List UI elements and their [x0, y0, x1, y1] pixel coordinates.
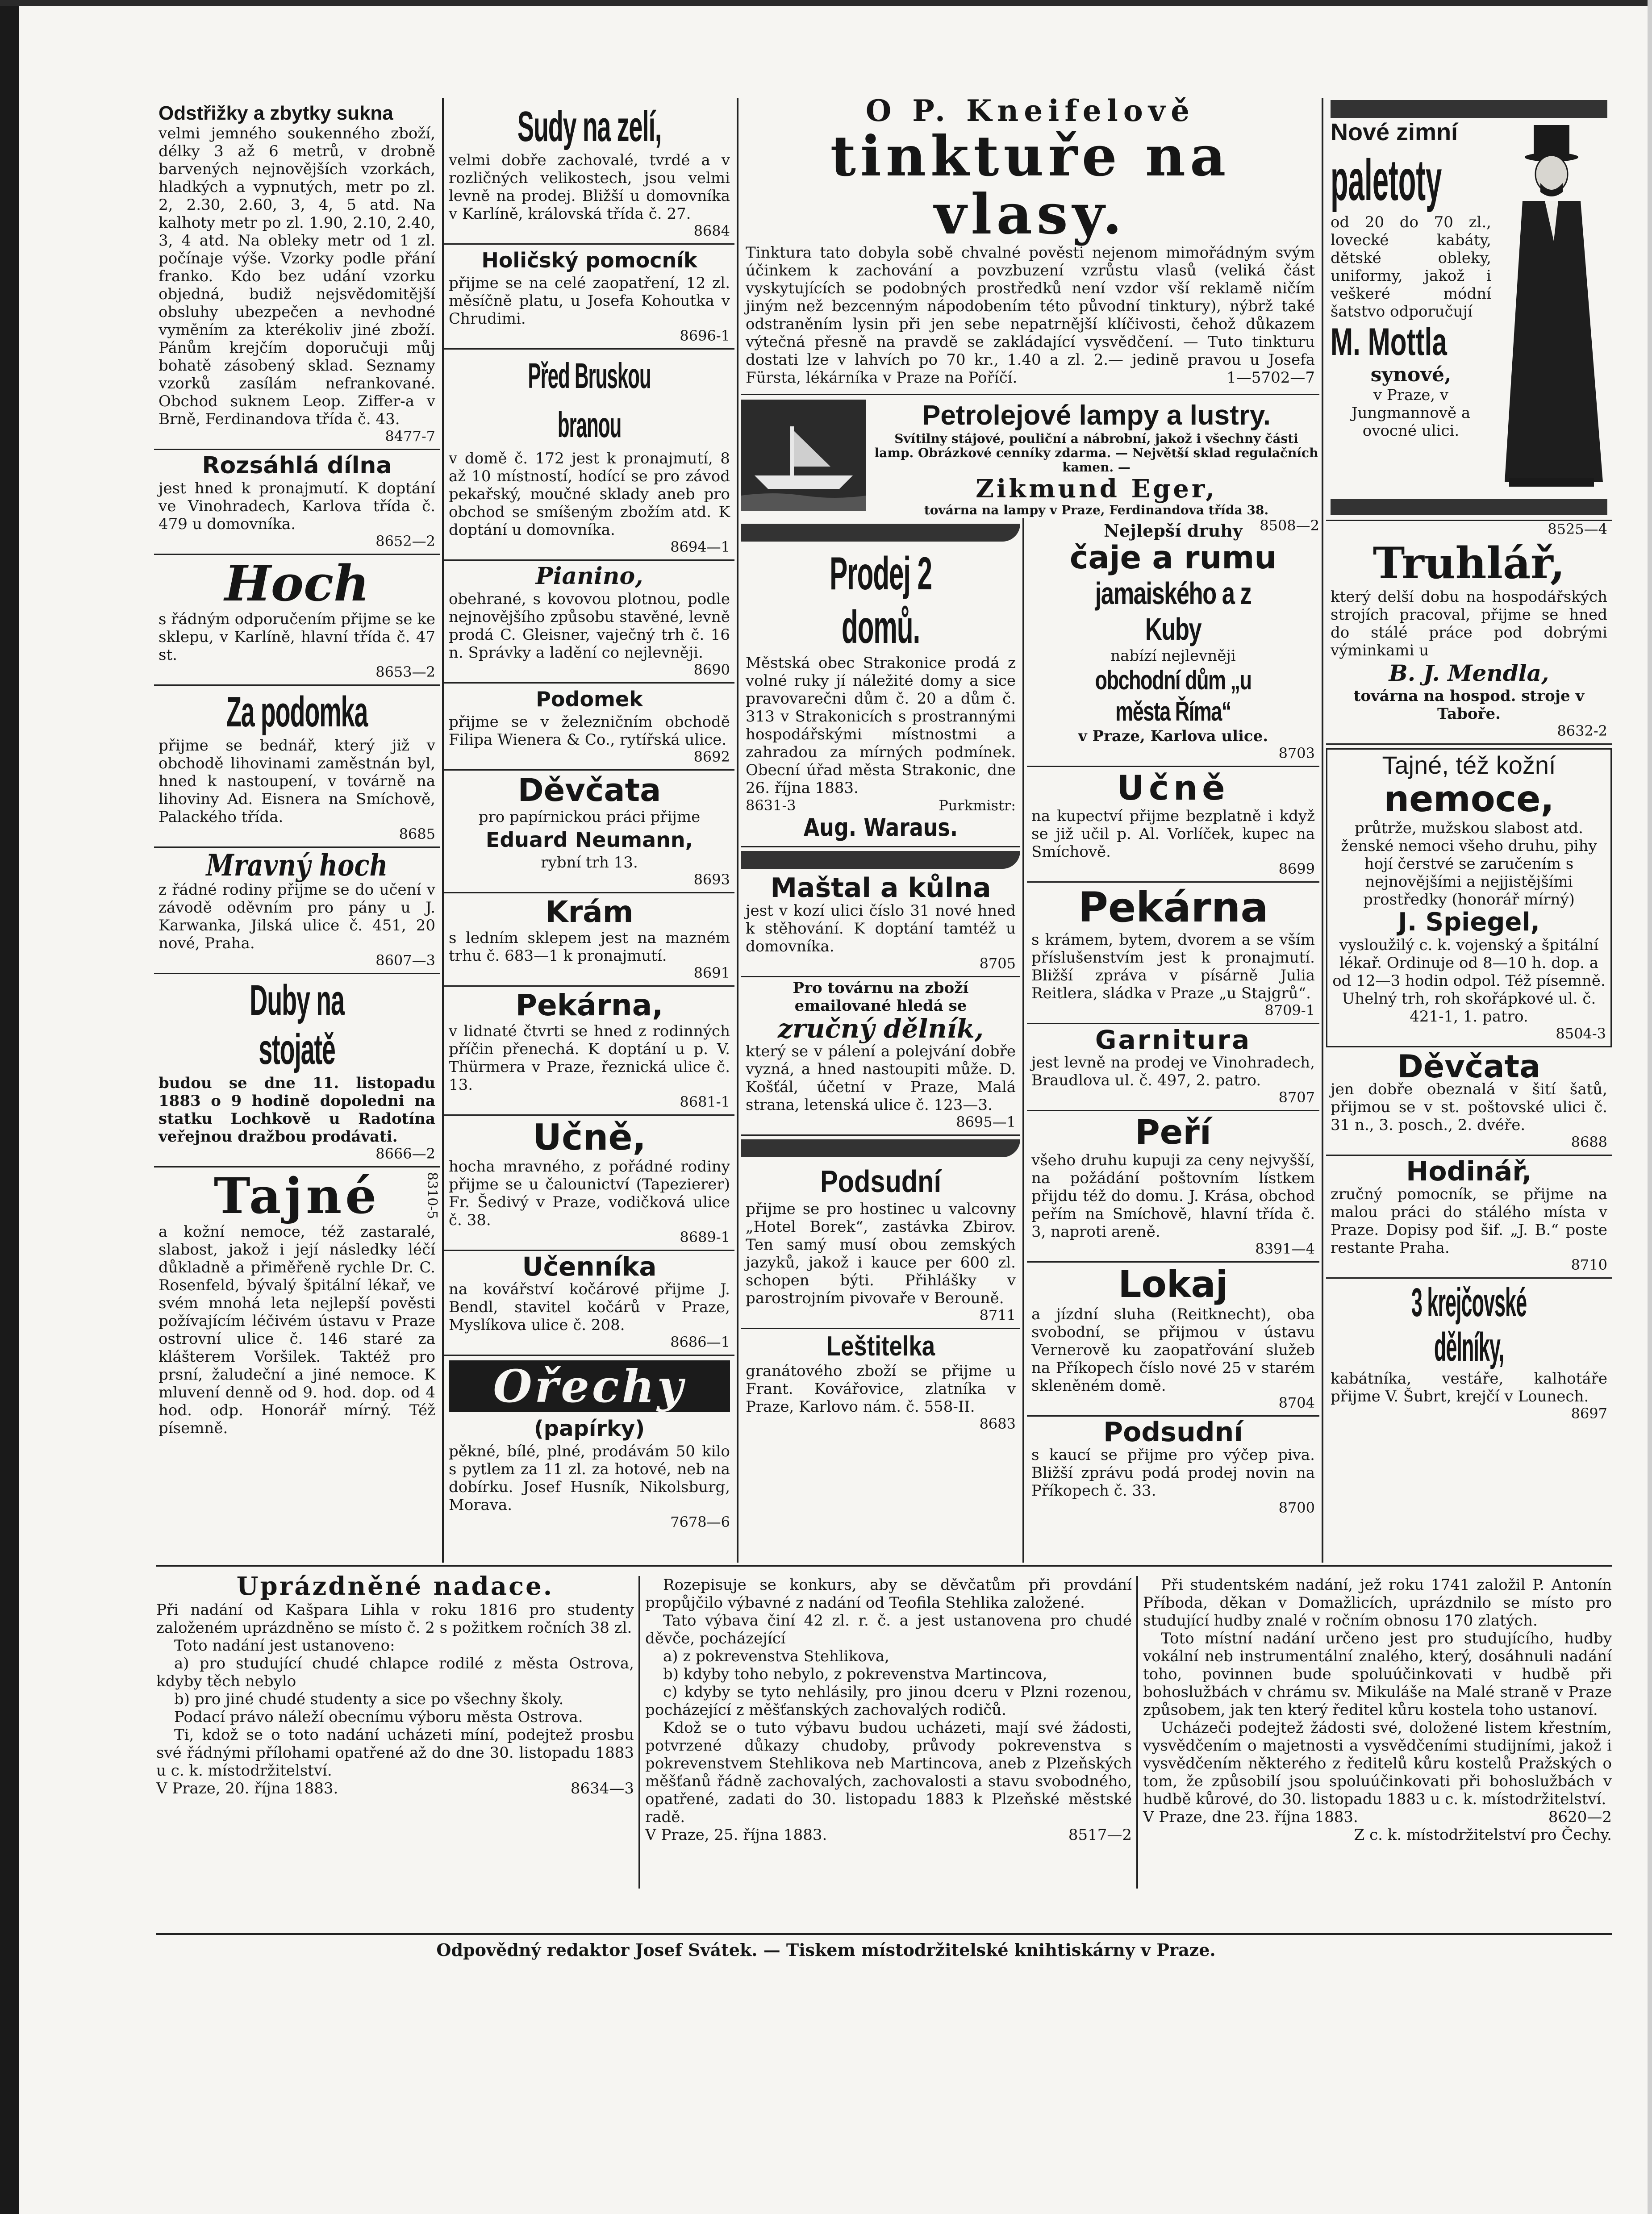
ad-ref: 8686—1	[670, 1334, 730, 1351]
ad-title: Učenníka	[522, 1251, 657, 1282]
ad-body: přijme se v železničním obchodě Filipa Wienera & Co., rytířská ulice.	[449, 713, 730, 749]
ad-body: všeho druhu kupuji za ceny nejvyšší, na požádání poštovním lístkem přijdu též do domu. J. Krása, obchod peřím na Smíchově, hlavní třída č. 3, naproti areně.	[1031, 1151, 1315, 1241]
ad-subtitle: synové,	[1370, 363, 1452, 386]
ad-title: Pekárna,	[515, 988, 663, 1022]
nadace-paragraph: b) kdyby toho nebylo, z pokrevenstva Martincova,	[663, 1665, 1047, 1683]
ad-ucne	[444, 1116, 734, 1251]
ad-title: Podsudní	[820, 1164, 942, 1199]
ad-peri	[1027, 1111, 1319, 1263]
ad-title: Garnitura	[1095, 1025, 1252, 1055]
ad-podomek	[154, 686, 440, 848]
ad-pre: Nové zimní	[1331, 119, 1458, 146]
ad-body: jest v kozí ulici číslo 31 nové hned k stěhování. K doptání tamtéž u domovníka.	[746, 902, 1016, 955]
ad-title: Rozsáhlá dílna	[202, 452, 392, 479]
ad-ref: 8697	[1571, 1405, 1607, 1422]
ad-body: který se v pálení a polejvání dobře vyzná, a hned nastoupiti může. D. Košťál, účetní v Praze, Malá strana, letenská ulice č. 123—3.	[746, 1042, 1016, 1114]
scan-edge-left	[0, 0, 19, 2214]
ad-body: obehrané, s kovovou plotnou, podle nejnovějšího způsobu stavěné, levně prodá C. Gleisner, vaječný trh č. 16 n. Správky a ladění co nejlevněji.	[449, 590, 730, 662]
ad-ref: 8653—2	[375, 663, 435, 680]
ad-title: Pianino,	[535, 563, 643, 590]
nadace-paragraph: b) pro jiné chudé studenty a sice po všechny školy.	[174, 1690, 564, 1708]
ad-body: nabízí nejlevněji	[1110, 647, 1236, 665]
nadace-paragraph: Při nadání od Kašpara Lihla v roku 1816 pro studenty založeném uprázdněno se místo č. 2 s požitkem ročních 38 zl.	[156, 1601, 634, 1637]
ad-duby	[154, 974, 440, 1167]
gentleman-engraving	[1491, 125, 1612, 491]
nadace-paragraph: a) pro studující chudé chlapce rodilé z města Ostrova, kdyby těch nebylo	[156, 1655, 634, 1690]
ad-title: Leštitelka	[826, 1331, 935, 1362]
ad-title: Před Bruskou branou	[528, 356, 651, 445]
nadace-footer-row	[1143, 1808, 1612, 1826]
ad-pekarna-2	[1027, 883, 1319, 1024]
ad-ref: 8683	[979, 1415, 1016, 1432]
column-2	[444, 100, 734, 1565]
ad-ref: 8711	[979, 1307, 1016, 1324]
ad-body: budou se dne 11. listopadu 1883 o 9 hodině dopoledni na statku Lochkově u Radotína veřejnou dražbou prodávati.	[159, 1074, 435, 1146]
nadace-paragraph: Rozepisuje se konkurs, aby se děvčatům při provdání propůjčilo výbavné z nadání od Teofila Stehlika založené.	[645, 1576, 1132, 1612]
nadace-footer-row	[645, 1826, 1132, 1844]
ad-address: v Praze, v Jungmannově a ovocné ulici.	[1351, 386, 1471, 440]
ad-title: Za podomka	[226, 688, 368, 736]
ad-body: průtrže, mužskou slabost atd. ženské nemoci všeho druhu, pihy hojí čerstvé se zaručením s nejnovějšími a nejjistějšími prostředky (honorář mírný)	[1341, 819, 1597, 909]
nadace-ref: 8620—2	[1548, 1808, 1612, 1826]
man-in-coat-icon	[1491, 125, 1612, 491]
ad-title: tinktuře na vlasy.	[830, 124, 1231, 247]
ad-krejci	[1326, 1279, 1612, 1426]
column-rule	[638, 1576, 640, 1889]
ad-title: Maštal a kůlna	[770, 872, 991, 904]
ad-holicsky	[444, 245, 734, 350]
ad-title: Sudy na zelí,	[517, 103, 662, 150]
nadace-paragraph: Ti, kdož se o toto nadání ucházeti míní, podejtež prosbu své řádnými přílohami opatřené až do dne 30. listopadu 1883 u c. k. místodržitelství.	[156, 1726, 634, 1780]
ad-odstrizky	[154, 100, 440, 450]
ad-body: hocha mravného, z pořádné rodiny přijme se u čalounictví (Tapezierer) Fr. Šedivý v Praze, vodičková ulice č. 38.	[449, 1158, 730, 1229]
ship-icon	[741, 400, 866, 511]
nadace-title: Uprázdněné nadace.	[236, 1572, 554, 1601]
ad-body: od 20 do 70 zl., lovecké kabáty, dětské obleky, uniformy, jakož i veškeré módní šatstvo odporučují	[1331, 213, 1491, 321]
ad-body: přijme se pro hostinec u valcovny „Hotel Borek“, zastávka Zbirov. Ten samý musí obou zemských jazyků, jakož i kauce per 600 zl. schopen býti. Přihlášky v parostrojním pivovaře v Berouně.	[746, 1200, 1016, 1307]
column-rule	[442, 98, 444, 1563]
nadace-paragraph: Ucházeči podejtež žádosti své, doložené listem křestním, vysvědčením o majetnosti a vysvědčeními studijními, jakož i vysvědčením některého z ředitelů kůru kostelů Pražských o tom, že způsobilí jsou spoluúčinkovati při bohoslužbách v hudbě kůrové, do 30. listopadu 1883 u c. k. místodržitelství.	[1143, 1719, 1612, 1808]
ad-title: Odstřižky a zbytky sukna	[159, 102, 393, 124]
nadace-right	[1143, 1576, 1612, 1933]
decorative-band	[741, 851, 1020, 869]
ad-title: Děvčata	[1397, 1048, 1541, 1085]
ad-title: Peří	[1135, 1112, 1211, 1152]
column-rule	[1136, 1576, 1138, 1889]
nadace-date: V Praze, 25. října 1883.	[645, 1826, 827, 1844]
scan-edge-top	[0, 0, 1652, 6]
ad-ref: 8693	[693, 871, 730, 888]
ad-body: jest levně na prodej ve Vinohradech, Braudlova ul. č. 497, 2. patro.	[1031, 1054, 1315, 1089]
ad-address: továrna na hospod. stroje v Taboře.	[1353, 687, 1585, 723]
ad-address: rybní trh 13.	[541, 854, 638, 871]
ad-tajne	[154, 1167, 440, 1442]
column-rule	[737, 98, 738, 1563]
ad-dilna	[154, 450, 440, 555]
ad-title: Podsudní	[1103, 1417, 1243, 1448]
ad-ref: 8707	[1278, 1089, 1315, 1106]
ad-truhlar	[1326, 537, 1612, 745]
ad-body: s kaucí se přijme pro výčep piva. Bližší zprávu podá prodej novin na Příkopech č. 33.	[1031, 1446, 1315, 1500]
decorative-band	[741, 1139, 1020, 1157]
ad-ref: 8703	[1278, 745, 1315, 762]
ad-ref: 8689-1	[680, 1229, 730, 1246]
ad-name: Eduard Neumann,	[485, 828, 693, 852]
ad-body: na kovářství kočárové přijme J. Bendl, stavitel kočárů v Praze, Myslíkova ulice č. 208.	[449, 1280, 730, 1334]
ad-devcata	[444, 771, 734, 893]
ad-body: pro papírnickou práci přijme	[478, 808, 701, 826]
ad-title: Lokaj	[1118, 1263, 1228, 1306]
ad-body: v domě č. 172 jest k pronajmutí, 8 až 10 místností, hodící se pro závod pekařský, moučné sklady aneb pro obchod se smíšeným zbožím atd. K doptání u domovníka.	[449, 450, 730, 539]
nadace-paragraph: Toto místní nadání určeno jest pro studujícího, hudby vokální neb instrumentální znalého, který, dosáhnuli nadání toho, povinnen bude spoluúčinkovati v hudbě při bohoslužbách v chrámu sv. Mikuláše na Malé straně v Praze způsobem, jak ten který ředitel kůru kostela toho ustanoví.	[1143, 1630, 1612, 1719]
nadace-paragraph: Podací právo náleží obecnímu výboru města Ostrova.	[174, 1708, 583, 1726]
ad-pre: Nejlepší druhy	[1104, 521, 1243, 541]
ad-ref: 8688	[1571, 1134, 1607, 1151]
ad-pre: Pro továrnu na zboží emailované hledá se	[793, 979, 969, 1015]
nadace-ref: 8634—3	[570, 1780, 634, 1797]
ad-podsudni-2	[1027, 1417, 1319, 1520]
ad-title: paletoty	[1331, 147, 1442, 213]
ad-name: M. Mottla	[1331, 321, 1447, 363]
ad-body	[746, 244, 1315, 387]
ad-body: v lidnaté čtvrti se hned z rodinných příčin přenechá. K doptání u p. V. Thürmera v Praze, řeznická ulice č. 13.	[449, 1022, 730, 1094]
nadace-paragraph: Při studentském nadání, jež roku 1741 založil P. Antonín Příboda, děkan v Domažlicích, uprázdnilo se místo pro studující hudby znalé v ročním obnosu 170 zlatých.	[1143, 1576, 1612, 1630]
ad-body: Městská obec Strakonice prodá z volné ruky jí náležité domy a sice pravovarečni dům č. 20 a dům č. 313 v Strakonicích s prostrannými hospodářskými místnostmi a zahradou za mírných podmínek. Obecní úřad města Strakonic, dne 26. října 1883.	[746, 654, 1016, 797]
ad-body: jen dobře obeznalá v šití šatů, přijmou se v st. poštovské ulici č. 31 n., 3. posch., 2. dvéře.	[1331, 1080, 1607, 1134]
ad-pre: O P. Kneifelově	[865, 93, 1195, 128]
ad-body: zručný pomocník, se přijme na malou práci do stálého místa v Praze. Dopisy pod šif. „J. B.“ poste restante Praha.	[1331, 1185, 1607, 1257]
ad-ref: 8695—1	[956, 1113, 1016, 1130]
ad-body-row	[741, 244, 1319, 387]
ad-title: Truhlář,	[1372, 538, 1565, 588]
nadace-paragraph: a) z pokrevenstva Stehlikova,	[663, 1647, 889, 1665]
nadace-paragraph: Toto nadání jest ustanoveno:	[174, 1637, 395, 1655]
ad-title: Krám	[545, 895, 634, 929]
imprint-footer: Odpovědný redaktor Josef Svátek. — Tiskem místodržitelské knihtiskárny v Praze.	[436, 1940, 1216, 1960]
ad-hodinar	[1326, 1156, 1612, 1279]
ad-ref: 8632-2	[1557, 722, 1607, 739]
ad-lampy	[741, 394, 1319, 534]
ad-side-ref: 8310-5	[424, 1172, 440, 1219]
ad-ucennika	[444, 1251, 734, 1356]
section-rule	[156, 1933, 1612, 1935]
ad-ref: 8696-1	[680, 327, 730, 344]
nadace-paragraph: c) kdyby se tyto nehlásily, pro jinou dceru v Plzni rozenou, pocházející z měšťanských zachovalých rodičů.	[645, 1683, 1132, 1719]
column-5	[1326, 98, 1612, 1565]
ad-ref: 8607—3	[375, 952, 435, 969]
scan-edge-right	[1648, 0, 1652, 2214]
ad-ref: 8710	[1571, 1256, 1607, 1273]
lampy-text	[866, 400, 1319, 534]
ad-name: Zikmund Eger,	[976, 474, 1217, 504]
ad-title: Duby na stojatě	[250, 976, 344, 1073]
ad-title: Hoch	[224, 555, 370, 612]
nadace-paragraph: Kdož se o tuto výbavu budou ucházeti, mají své žádosti, potvrzené důkazy chudoby, průvody pokrevenstva s pokrevenstvem Stehlikova neb Martincova, aneb z Plzeňských měšťanů řádně zachovalých, zachovalosti a stavu svobodného, opatřené, zadati do 30. listopadu 1883 k Plzeňské městské radě.	[645, 1719, 1132, 1826]
nadace-signature: Z c. k. místodržitelství pro Čechy.	[1354, 1826, 1612, 1844]
column-rule	[1022, 518, 1024, 1563]
ad-subtitle: nemoce,	[1384, 778, 1554, 820]
ad-ref: 8666—2	[375, 1145, 435, 1162]
ad-ref: 8685	[399, 826, 435, 842]
ad-title: Petrolejové lampy a lustry.	[922, 400, 1271, 431]
ad-body: jest hned k pronajmutí. K doptání ve Vinohradech, Karlova třída č. 479 u domovníka.	[159, 479, 435, 533]
ad-kram	[444, 893, 734, 987]
ad-sudy	[444, 100, 734, 245]
decorative-band	[1331, 100, 1607, 118]
ad-delnik	[741, 977, 1020, 1136]
ad-body: který delší dobu na hospodářských strojích pracoval, přijme se hned do stálé práce pod dobrými výminkami u	[1331, 588, 1607, 659]
ad-title: Hodinář,	[1406, 1156, 1532, 1187]
ad-pianino	[444, 561, 734, 684]
ad-sign-label: Purkmistr:	[939, 797, 1016, 814]
ad-ref: 8391—4	[1255, 1240, 1315, 1257]
ad-devcata-2	[1326, 1048, 1612, 1156]
column-1	[154, 100, 440, 1565]
ad-body: granátového zboží se přijme u Frant. Kovářovice, zlatníka v Praze, Karlovo nám. č. 558-II.	[746, 1362, 1016, 1416]
ad-lestitelka	[741, 1329, 1020, 1436]
ad-subtitle: (papírky)	[534, 1416, 645, 1441]
ad-ref: 8681-1	[680, 1093, 730, 1110]
decorative-band	[741, 524, 1020, 542]
nadace-middle	[645, 1576, 1132, 1933]
ad-sign-row	[746, 797, 1016, 814]
ad-body: Svítilny stájové, pouliční a nábrobní, jakož i všechny části lamp. Obrázkové cenníky zdarma. — Největší sklad regulačních kamen. —	[874, 431, 1318, 475]
ad-ref: 8692	[693, 748, 730, 765]
nadace-left	[156, 1572, 634, 1929]
ad-ref: 1—5702—7	[1226, 369, 1315, 387]
ad-body: přijme se bednář, který již v obchodě lihovinami zaměstnán byl, hned k nastoupení, v továrně na lihoviny Ad. Eisnera na Smíchově, Palackého třída.	[159, 737, 435, 826]
ad-title: Tajné, též kožní	[1382, 751, 1556, 779]
ad-body: a kožní nemoce, též zastaralé, slabost, jakož i její následky léčí důkladně a přiměřeně rychle Dr. C. Rosenfeld, bývalý špitální lékař, ve svém mnohá leta nejlepší pověsti požívajícím léčivém ústavu v Praze ostrovní ulice č. 146 staré za klášterem Voršilek. Taktéž pro prsní, žaludeční a jiné nemoce. K mluvení denně od 9. hod. dop. od 4 hod. odp. Honorář mírný. Též písemně.	[159, 1223, 435, 1437]
nadace-date: V Praze, dne 23. října 1883.	[1143, 1808, 1358, 1826]
ad-ref: 8709-1	[1264, 1002, 1315, 1019]
ad-name: obchodní dům „u města Říma“	[1095, 665, 1252, 726]
ad-body: s řádným odporučením přijme se ke sklepu, v Karlíně, hlavní třída č. 47 st.	[159, 610, 436, 664]
ad-ref: 8705	[979, 955, 1016, 972]
ad-ucne-2	[1027, 767, 1319, 883]
ad-lokaj	[1027, 1263, 1319, 1417]
ad-podomek-2	[444, 684, 734, 771]
ad-body: velmi jemného soukenného zboží, délky 3 až 6 metrů, v drobně barvených nejnovějších vzorkách, hladkých a vypnutých, metr po zl. 2, 2.30, 2.60, 3, 4, 5 atd. Na kalhoty metr po zl. 1.90, 2.10, 2.40, 3, 4 atd. Na obleky metr od 1 zl. počínaje výše. Vzorky podle přání franko. Kdo bez udání vzorku objedná, budiž nejsvědomitější obsluhy ubezpečen a nevhodné vyměním za kterékoliv jiné zboží. Pánům krejčím doporučuji můj bohatě zásobený sklad. Seznamy vzorků zasílám nefrankované. Obchod suknem Leop. Ziffer-a v Brně, Ferdinandova třída č. 43.	[159, 125, 435, 428]
ad-body: a jízdní sluha (Reitknecht), oba svobodní, se přijmou v ústavu Vernerově ku zaopatřování služeb na Příkopech číslo nové 25 v starém skleněném domě.	[1031, 1305, 1315, 1395]
column-rule	[1322, 98, 1323, 1563]
ad-ref: 8699	[1278, 860, 1315, 877]
nadace-date: V Praze, 20. října 1883.	[156, 1780, 338, 1797]
ad-title: 3 krejčovské dělníky,	[1411, 1280, 1527, 1370]
ad-ref: 8694—1	[670, 538, 730, 555]
section-rule	[156, 1565, 1612, 1567]
column-3	[741, 520, 1020, 1565]
decorative-band	[1331, 499, 1607, 515]
ad-ref: 7678—6	[670, 1514, 730, 1530]
ad-podsudni	[741, 1161, 1020, 1329]
ad-name: J. Spiegel,	[1398, 908, 1540, 937]
ship-engraving	[741, 400, 866, 511]
ad-body: s krámem, bytem, dvorem a se vším příslušenstvím jest k pronajmutí. Bližší zpráva v písárně Julia Reitlera, sládka v Praze „u Stajgrů“.	[1031, 931, 1315, 1002]
ad-mastal	[741, 872, 1020, 977]
ad-ref: 8691	[693, 964, 730, 981]
ad-prodej-domu	[741, 545, 1020, 847]
nadace-footer-row	[156, 1780, 634, 1797]
ad-ref: 8684	[693, 222, 730, 239]
ad-signature: Aug. Waraus.	[803, 813, 958, 842]
ad-title: Tajné	[213, 1167, 380, 1225]
ad-ref: 8652—2	[375, 533, 435, 550]
ad-title: Holičský pomocník	[481, 248, 697, 272]
ad-ref: 8631-3	[746, 797, 796, 814]
ad-title-block	[449, 1360, 730, 1412]
column-4	[1027, 520, 1319, 1565]
ad-ref: 8700	[1278, 1499, 1315, 1516]
ad-title: Učně,	[533, 1117, 646, 1158]
ad-address: továrna na lampy v Praze, Ferdinandova třída 38.	[924, 503, 1269, 517]
ad-name: B. J. Mendla,	[1389, 660, 1549, 686]
ad-pekarna	[444, 987, 734, 1116]
ad-garnitura	[1027, 1024, 1319, 1111]
ad-body: na kupectví přijme bezplatně i když se již učil p. Al. Vorlíček, kupec na Smíchově.	[1031, 807, 1315, 861]
ad-body: kabátníka, vestáře, kalhotáře přijme V. Šubrt, krejčí v Lounech.	[1331, 1370, 1607, 1405]
ad-orechy	[444, 1356, 734, 1534]
ad-title: zručný dělník,	[777, 1013, 984, 1044]
ad-body: pěkné, bílé, plné, prodávám 50 kilo s pytlem za 11 zl. za hotové, neb na dobírku. Josef Husník, Nikolsburg, Morava.	[449, 1443, 730, 1514]
ad-body: s ledním sklepem jest na mazném trhu č. 683—1 k pronajmutí.	[449, 929, 730, 965]
ad-title: čaje a rumu	[1069, 539, 1277, 576]
ad-title: Děvčata	[517, 772, 661, 809]
nadace-paragraph: Tato výbava činí 42 zl. r. č. a jest ustanovena pro chudé děvče, pocházející	[645, 1612, 1132, 1647]
ad-body: velmi dobře zachovalé, tvrdé a v rozličných velikostech, jsou velmi levně na prodej. Bližší u domovníka v Karlíně, královská třída č. 27.	[449, 151, 730, 223]
ad-tajne-2	[1326, 748, 1612, 1047]
ad-mravny-hoch	[154, 848, 440, 974]
ad-title: Ořechy	[493, 1360, 686, 1413]
ad-bruska-brana	[444, 350, 734, 561]
ad-subtitle: jamaiského a z Kuby	[1095, 576, 1252, 646]
ad-title: Pekárna	[1078, 884, 1268, 931]
ad-title: Učně	[1117, 768, 1230, 808]
ad-ref: 8508—2	[1260, 517, 1319, 534]
ad-ref: 8477-7	[385, 428, 435, 445]
ad-address: vysloužilý c. k. vojenský a špitální lékař. Ordinuje od 8—10 h. dop. a od 12—3 hodin odpol. Též písemně. Uhelný trh, roh skořápkové ul. č. 421-1, 1. patro.	[1332, 936, 1606, 1026]
ad-address: v Praze, Karlova ulice.	[1078, 727, 1268, 745]
ad-mottl	[1326, 98, 1612, 521]
ad-body-text: Tinktura tato dobyla sobě chvalné pověsti nejenom mimořádným svým účinkem k zachování a povzbuzení vzrůstu vlasů (veliká část vyskytujících se podobných prostředků není vzdor vší reklamě ničím jiným než bezcenným nápodobením této původní tinktury), nýbrž také odstraněním lysin při jen sebe nepatrnější klíčivosti, čehož důkazem výtečná přesně na pravdě se zakládající vysvědčení. — Tuto tinkturu dostati lze v lahvích po 70 kr., 1.40 a zl. 2.— jedině pravou u Josefa Fürsta, lékárníka v Praze na Poříčí.	[746, 244, 1315, 387]
ad-ref: 8504-3	[1556, 1025, 1606, 1042]
nadace-ref: 8517—2	[1068, 1826, 1132, 1844]
ad-body: z řádné rodiny přijme se do učení v závodě oděvním pro pány u J. Karwanka, Jilská ulice č. 451, 20 nové, Praha.	[159, 881, 435, 952]
ad-title: Mravný hoch	[206, 848, 388, 883]
ad-caje	[1027, 520, 1319, 767]
ad-ref: 8525—4	[1548, 521, 1607, 538]
ad-title: Prodej 2 domů.	[830, 548, 932, 653]
ad-ref: 8704	[1278, 1394, 1315, 1411]
ad-title: Podomek	[536, 687, 643, 711]
ad-hoch	[154, 555, 440, 686]
ad-ref: 8690	[693, 661, 730, 678]
ad-body: přijme se na celé zaopatření, 12 zl. měsíčně platu, u Josefa Kohoutka v Chrudimi.	[449, 274, 730, 328]
